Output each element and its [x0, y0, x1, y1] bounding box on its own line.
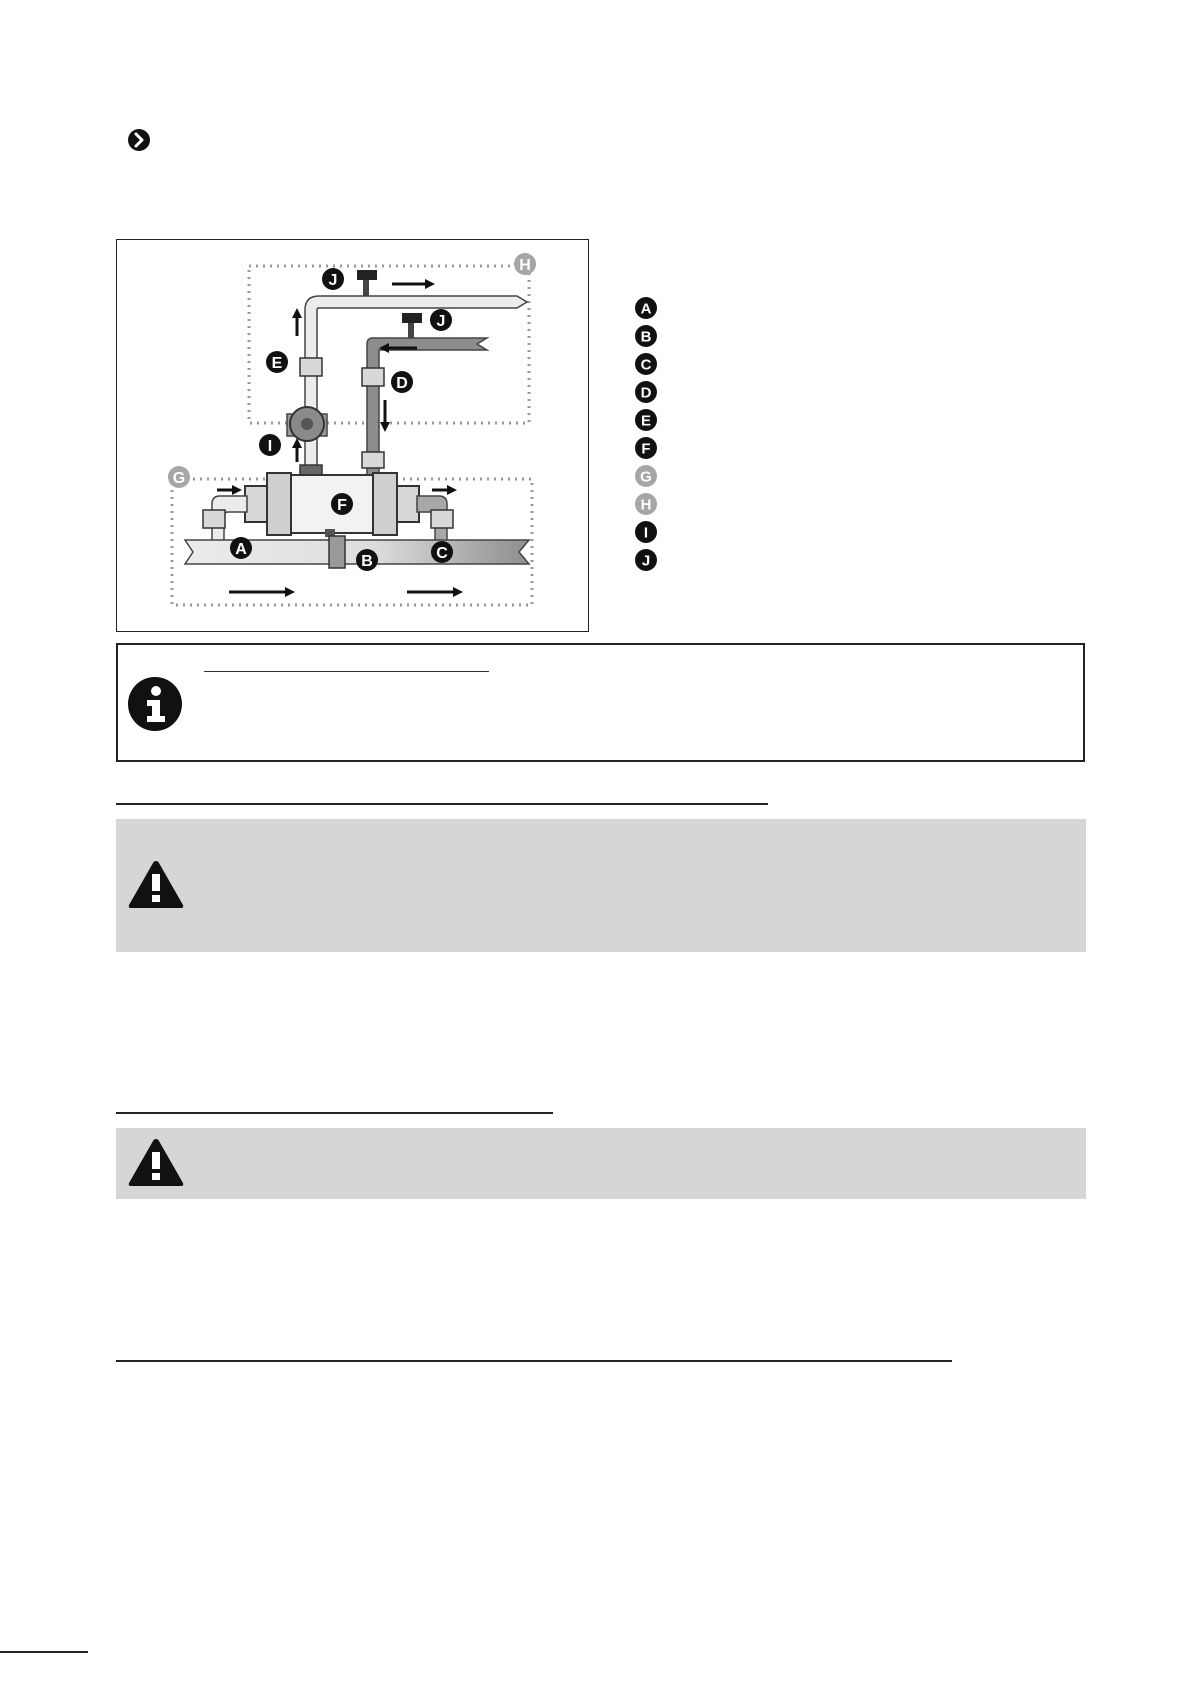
- svg-text:B: B: [361, 553, 373, 570]
- info-note-heading-rule: [204, 671, 489, 672]
- section-heading-rule: [116, 1112, 553, 1114]
- chevron-right-circle-icon: [127, 128, 151, 152]
- svg-text:B: B: [640, 328, 652, 346]
- svg-text:D: D: [396, 375, 408, 392]
- legend-item-i: [634, 520, 658, 544]
- svg-text:C: C: [640, 356, 652, 374]
- svg-text:G: G: [640, 468, 652, 486]
- svg-text:C: C: [436, 545, 448, 562]
- warning-triangle-icon: [127, 858, 185, 910]
- piping-schematic: [117, 240, 588, 631]
- svg-text:J: J: [328, 272, 338, 289]
- svg-text:I: I: [267, 438, 273, 455]
- warning-triangle-icon: [127, 1136, 185, 1188]
- svg-text:E: E: [640, 412, 652, 430]
- svg-text:G: G: [172, 470, 186, 487]
- legend-item-c: [634, 352, 658, 376]
- svg-text:J: J: [436, 313, 446, 330]
- info-note-box: [116, 643, 1085, 762]
- svg-text:D: D: [640, 384, 652, 402]
- svg-text:A: A: [640, 300, 652, 318]
- svg-text:F: F: [641, 440, 651, 458]
- svg-text:J: J: [641, 552, 651, 570]
- legend-item-f: [634, 436, 658, 460]
- footer-rule: [0, 1651, 88, 1653]
- legend-item-d: [634, 380, 658, 404]
- legend-item-j: [634, 548, 658, 572]
- svg-text:F: F: [337, 497, 347, 514]
- installation-diagram: [116, 239, 589, 632]
- svg-text:H: H: [640, 496, 652, 514]
- svg-text:H: H: [519, 257, 531, 274]
- legend-item-h: [634, 492, 658, 516]
- section-heading-rule: [116, 803, 768, 805]
- legend-item-e: [634, 408, 658, 432]
- warning-box: [116, 1128, 1086, 1199]
- info-icon: [127, 676, 183, 732]
- legend-item-b: [634, 324, 658, 348]
- svg-text:I: I: [643, 524, 649, 542]
- diagram-legend: [634, 296, 674, 576]
- section-heading-rule: [116, 1360, 952, 1362]
- warning-box: [116, 819, 1086, 952]
- legend-item-a: [634, 296, 658, 320]
- legend-item-g: [634, 464, 658, 488]
- svg-text:A: A: [235, 541, 247, 558]
- bypass-valve: [329, 536, 345, 568]
- svg-text:E: E: [271, 355, 283, 372]
